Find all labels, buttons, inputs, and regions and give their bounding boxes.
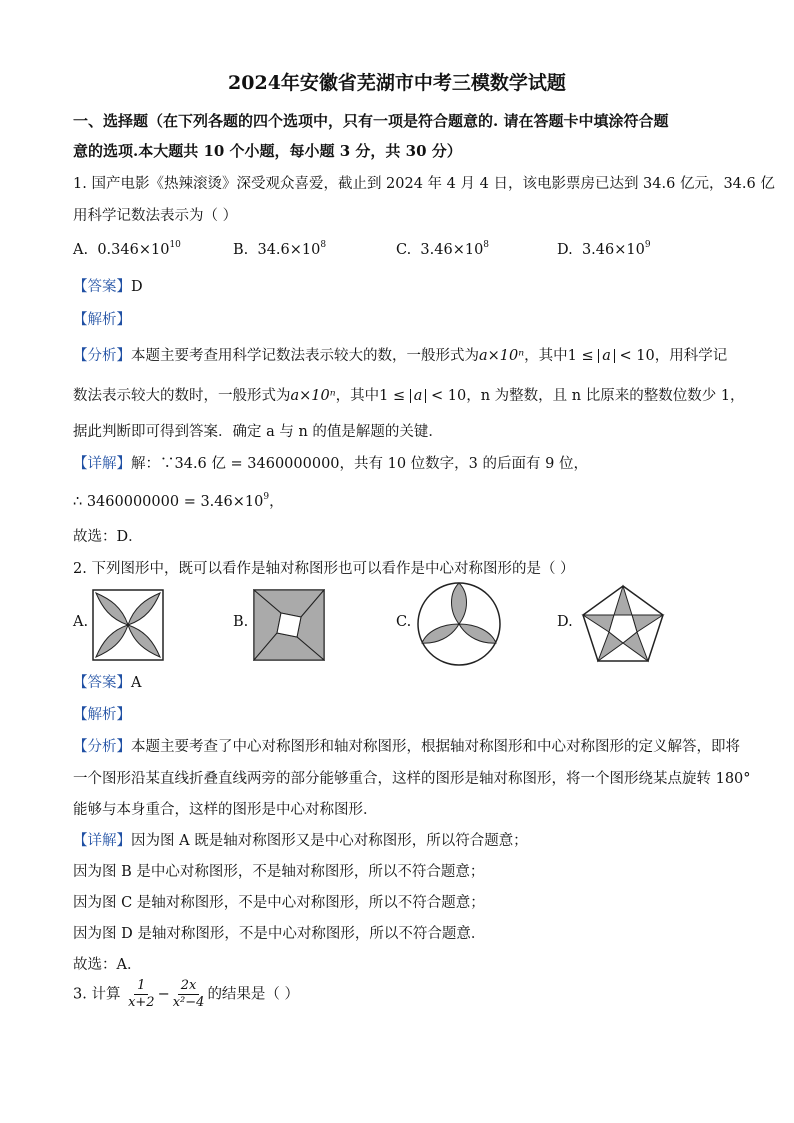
q2-detail-line3: 因为图 C 是轴对称图形，不是中心对称图形，所以不符合题意； [73, 895, 485, 911]
detail-tag: 【详解】 [73, 833, 131, 849]
fraction-numerator: 2x [178, 978, 200, 995]
answer-value: D [131, 279, 143, 295]
q1-detail-line1 [73, 452, 588, 473]
q1-jiexi-tag: 【解析】 [73, 312, 131, 328]
q1-stem-line1: 1. 国产电影《热辣滚烫》深受观众喜爱，截止到 2024 年 4 月 4 日，该电影票房已达到 34.6 亿元，34.6 亿 [73, 176, 775, 192]
q3-text: 3. 计算 [73, 986, 121, 1003]
condition-left: 1 ≤ [379, 388, 410, 404]
option-value: 3.46×10 [581, 242, 645, 258]
detail-text: 解：∵34.6 亿 = 3460000000，共有 10 位数字，3 的后面有 9 位， [131, 456, 588, 472]
option-exponent: 10 [169, 240, 181, 250]
q2-option-c-label: C. [396, 614, 412, 630]
analysis-text: 本题主要考查了中心对称图形和轴对称图形，根据轴对称图形和中心对称图形的定义解答，即将 [131, 739, 740, 755]
q1-option-b [233, 240, 326, 258]
analysis-tag: 【分析】 [73, 348, 131, 364]
q2-analysis-line2: 一个图形沿某直线折叠直线两旁的部分能够重合，这样的图形是轴对称图形，将一个图形绕某点旋转 180° [73, 771, 751, 787]
q1-option-d [557, 240, 651, 258]
q3-text: 的结果是（ ） [207, 986, 300, 1003]
minus-sign: − [157, 986, 170, 1003]
answer-tag: 【答案】 [73, 279, 131, 295]
answer-value: A [131, 675, 142, 691]
detail-text: ∴ 3460000000 = 3.46×10 [73, 494, 264, 510]
q2-detail-line5: 故选：A． [73, 957, 142, 973]
q2-detail-line4: 因为图 D 是轴对称图形，不是中心对称图形，所以不符合题意． [73, 926, 486, 942]
analysis-text: ，用科学记 [654, 348, 728, 364]
q1-option-a [73, 240, 181, 258]
q2-answer [73, 671, 141, 692]
analysis-text: ，其中 [524, 348, 568, 364]
q2-detail-line2: 因为图 B 是中心对称图形，不是轴对称图形，所以不符合题意； [73, 864, 485, 880]
option-exponent: 8 [320, 240, 327, 250]
q2-analysis-line1 [73, 735, 740, 756]
option-label: B. [233, 242, 249, 258]
option-value: 0.346×10 [97, 242, 170, 258]
analysis-text: ，其中 [335, 388, 380, 404]
q2-jiexi-tag: 【解析】 [73, 707, 131, 723]
detail-exponent: 9 [263, 492, 270, 502]
condition-right: < 10 [614, 348, 655, 364]
analysis-text: 本题主要考查用科学记数法表示较大的数，一般形式为 [131, 348, 479, 364]
detail-text: ， [269, 494, 284, 510]
fraction-numerator: 1 [134, 978, 148, 995]
figure-d-pentagram-pentagon [580, 584, 666, 664]
q3-stem [73, 978, 299, 1011]
option-value: 34.6×10 [257, 242, 321, 258]
section-heading-line2: 意的选项.本大题共 10 个小题，每小题 3 分，共 30 分） [73, 142, 462, 160]
detail-text: 因为图 A 既是轴对称图形又是中心对称图形，所以符合题意； [131, 833, 528, 849]
q1-detail-line2 [73, 490, 284, 511]
condition-right: < 10 [426, 388, 467, 404]
fraction-denominator: x²−4 [172, 995, 205, 1010]
q1-option-c [396, 240, 489, 258]
q1-detail-line3: 故选：D． [73, 529, 143, 545]
analysis-text: 数法表示较大的数时，一般形式为 [73, 388, 291, 404]
option-exponent: 8 [483, 240, 490, 250]
figure-b-pinwheel-square [253, 589, 325, 661]
q2-detail-line1 [73, 829, 528, 850]
q2-stem: 2. 下列图形中，既可以看作是轴对称图形也可以看作是中心对称图形的是（ ） [73, 561, 575, 577]
option-label: C. [396, 242, 412, 258]
answer-tag: 【答案】 [73, 675, 131, 691]
q2-option-b-label: B. [233, 614, 249, 630]
option-value: 3.46×10 [420, 242, 484, 258]
absolute-value: a [410, 389, 427, 403]
q2-option-d-label: D. [557, 614, 573, 630]
option-label: D. [557, 242, 573, 258]
analysis-text: ，n 为整数，且 n 比原来的整数位数少 1， [466, 388, 745, 404]
q1-stem-line2: 用科学记数法表示为（ ） [73, 208, 238, 224]
fraction-2 [170, 978, 208, 1011]
fraction-denominator: x+2 [128, 995, 155, 1010]
formula: a×10ⁿ [290, 388, 336, 404]
analysis-tag: 【分析】 [73, 739, 131, 755]
figure-c-three-petal-circle [416, 581, 502, 667]
q2-analysis-line3: 能够与本身重合，这样的图形是中心对称图形． [73, 802, 378, 818]
absolute-value: a [598, 349, 615, 363]
fraction-1 [125, 978, 158, 1011]
page-title: 2024年安徽省芜湖市中考三模数学试题 [228, 72, 566, 94]
q1-analysis-line2 [73, 384, 745, 405]
option-label: A. [73, 242, 89, 258]
q2-option-a-label: A. [73, 614, 89, 630]
q1-analysis-line3: 据此判断即可得到答案．确定 a 与 n 的值是解题的关键． [73, 424, 443, 440]
formula: a×10ⁿ [479, 348, 525, 364]
figure-a-four-petal-square [92, 589, 164, 661]
q1-answer [73, 275, 143, 296]
detail-tag: 【详解】 [73, 456, 131, 472]
option-exponent: 9 [644, 240, 651, 250]
section-heading-line1: 一、选择题（在下列各题的四个选项中，只有一项是符合题意的. 请在答题卡中填涂符合题 [73, 112, 669, 130]
q1-analysis-line1 [73, 344, 727, 365]
condition-left: 1 ≤ [567, 348, 599, 364]
